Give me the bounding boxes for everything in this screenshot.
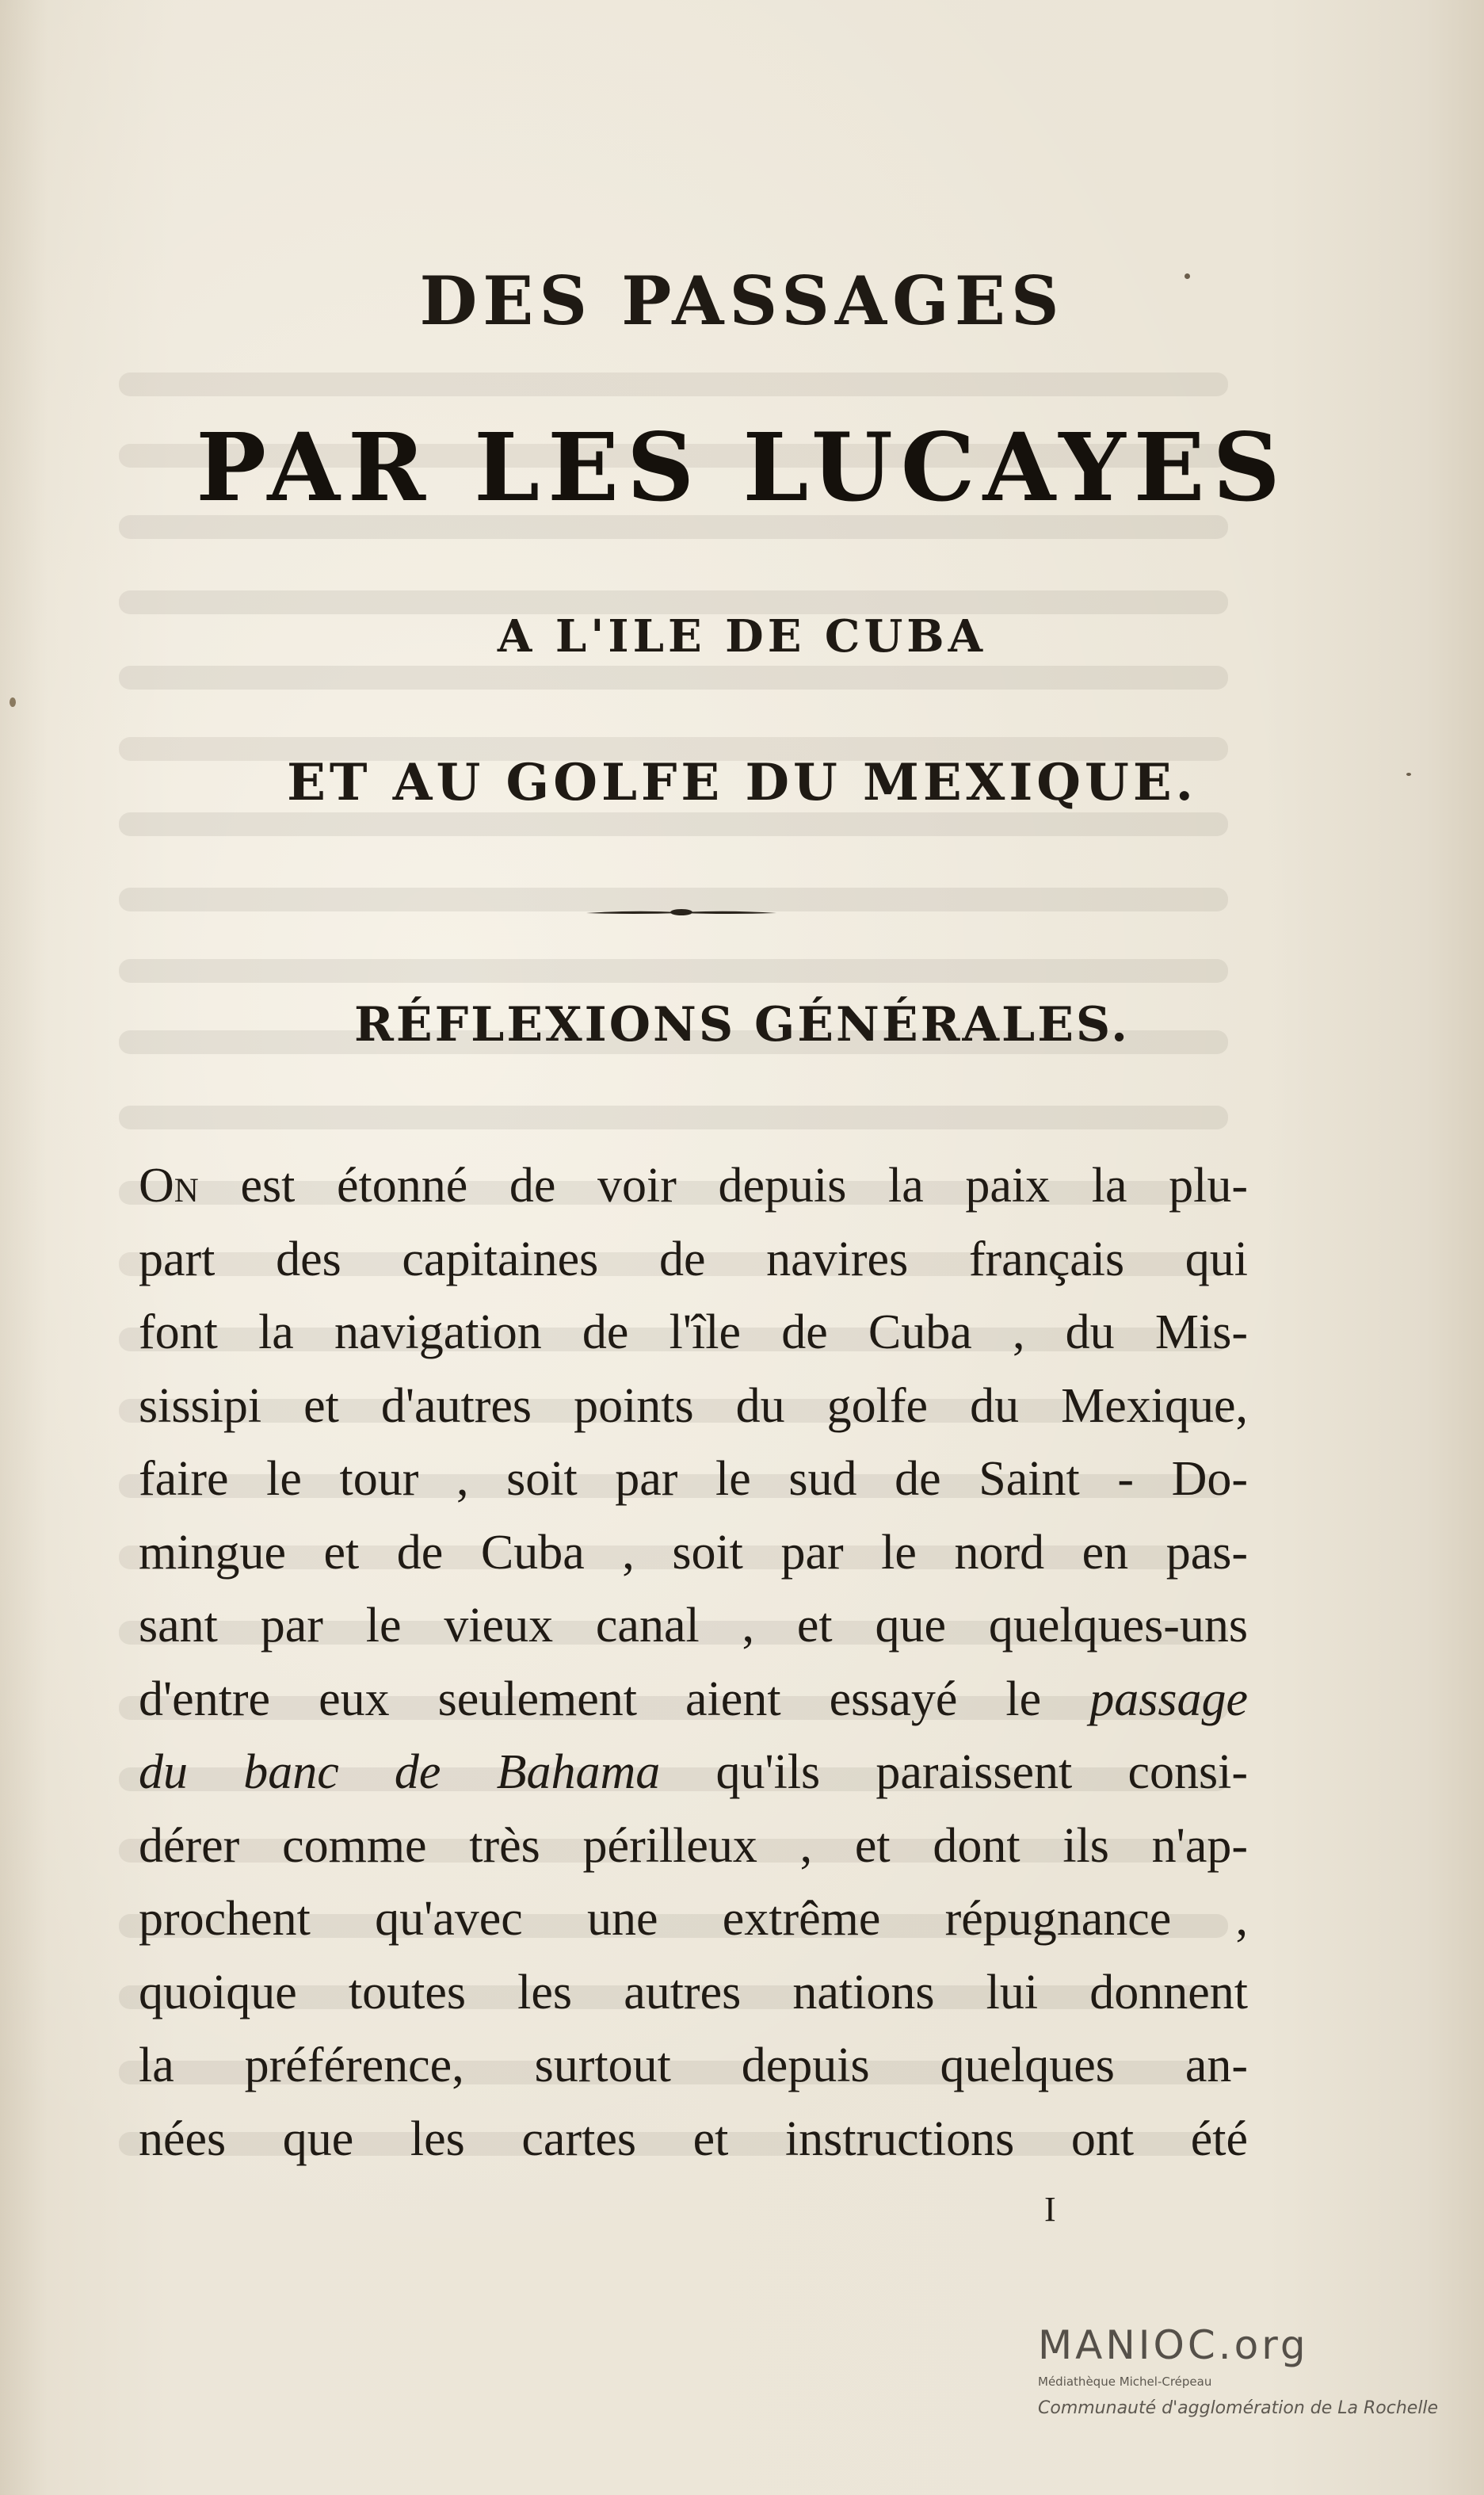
text-line: dérer comme très périlleux , et dont ils n'ap-	[139, 1818, 1248, 1873]
line-text: est étonné de voir depuis la paix la plu-	[198, 1159, 1248, 1213]
text-line: quoique toutes les autres nations lui donnent	[139, 1965, 1248, 2019]
page-number: I	[1044, 2190, 1056, 2229]
text-line	[139, 1663, 1248, 1737]
text-line	[139, 1736, 1248, 1809]
body-text	[139, 1149, 1248, 2176]
text-line: prochent qu'avec une extrême répugnance ,	[139, 1892, 1248, 1946]
text-line: la préférence, surtout depuis quelques an-	[139, 2038, 1248, 2092]
paper-speck	[10, 697, 16, 707]
italic-text: du banc de Bahama	[139, 1745, 661, 1799]
manioc-watermark	[1038, 2322, 1450, 2418]
title-line-4: ET AU GOLFE DU MEXIQUE.	[287, 753, 1197, 812]
drop-cap: On	[139, 1159, 199, 1213]
text-line: faire le tour , soit par le sud de Saint - Do-	[139, 1452, 1248, 1506]
title-line-2: PAR LES LUCAYES	[196, 412, 1288, 522]
text-line: mingue et de Cuba , soit par le nord en pas-	[139, 1525, 1248, 1580]
line-text: qu'ils paraissent consi-	[660, 1745, 1248, 1799]
italic-text: passage	[1089, 1672, 1248, 1726]
text-line: part des capitaines de navires français qui	[139, 1232, 1248, 1286]
ornamental-rule	[586, 907, 776, 918]
title-line-1: DES PASSAGES	[419, 262, 1065, 340]
section-heading: RÉFLEXIONS GÉNÉRALES.	[353, 997, 1131, 1053]
text-line: sant par le vieux canal , et que quelques-uns	[139, 1599, 1248, 1653]
watermark-line-2: Communauté d'agglomération de La Rochelle	[1038, 2398, 1439, 2418]
text-line: font la navigation de l'île de Cuba , du Mis-	[139, 1305, 1248, 1359]
text-line: nées que les cartes et instructions ont été	[139, 2111, 1248, 2166]
line-text: d'entre eux seulement aient essayé le	[139, 1672, 1090, 1726]
watermark-line-1: Médiathèque Michel-Crépeau	[1038, 2375, 1212, 2389]
text-line	[139, 1149, 1248, 1223]
title-line-3: A L'ILE DE CUBA	[497, 610, 987, 663]
watermark-name: MANIOC.org	[1038, 2322, 1309, 2368]
text-line: sissipi et d'autres points du golfe du Mexique,	[139, 1378, 1248, 1433]
